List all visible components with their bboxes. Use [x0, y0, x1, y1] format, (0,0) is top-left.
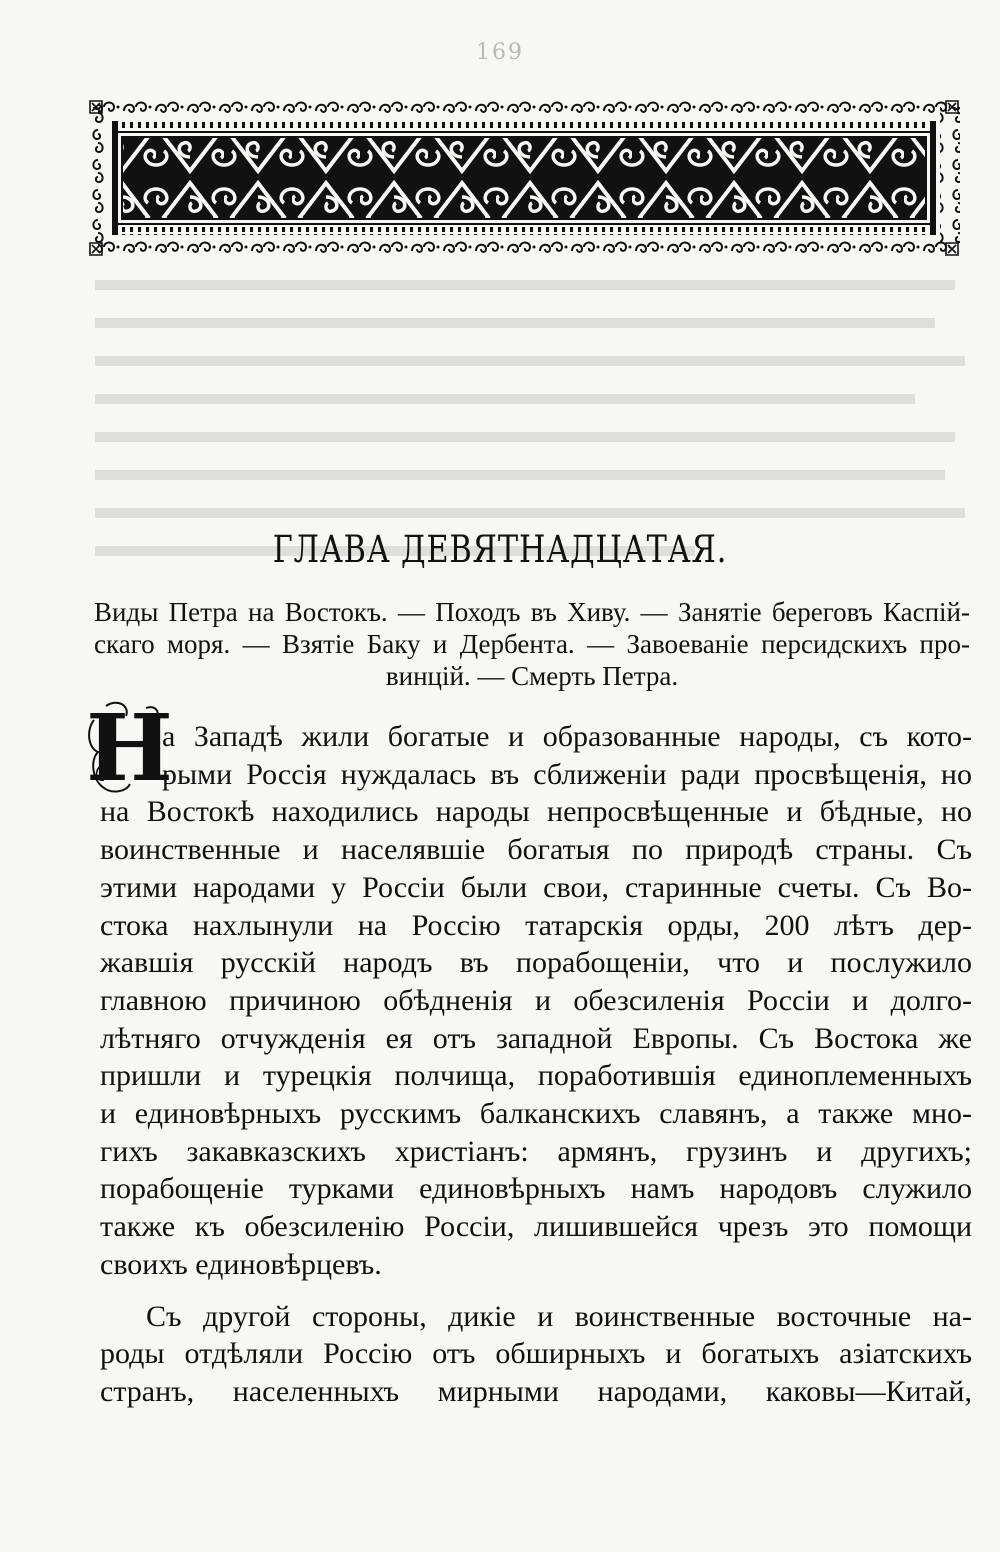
ornamental-headpiece	[88, 97, 960, 259]
text-line: порабощеніе турками единовѣрныхъ намъ народовъ служило	[100, 1172, 972, 1206]
text-line: стока нахлынули на Россію татарскія орды, 200 лѣтъ дер-	[100, 908, 972, 942]
text-line: воинственные и населявшіе богатыя по природѣ страны. Съ	[100, 833, 972, 867]
text-line: главною причиною обѣдненія и обезсиленія Россіи и долго-	[100, 983, 972, 1017]
text-line: также къ обезсиленію Россіи, лишившейся чрезъ это помощи	[100, 1210, 972, 1244]
text-line: а Западѣ жили богатые и образованные народы, съ кото-	[162, 720, 972, 753]
text-line: лѣтняго отчужденія ея отъ западной Европы. Съ Востока же	[100, 1021, 972, 1055]
text-line: Съ другой стороны, дикіе и воинственные восточные на-	[146, 1299, 972, 1333]
chapter-summary	[94, 596, 970, 692]
summary-line: скаго моря. — Взятіе Баку и Дербента. — Завоеваніе персидскихъ про-	[94, 629, 970, 659]
body-text	[100, 718, 972, 1411]
chapter-title: ГЛАВА ДЕВЯТНАДЦАТАЯ.	[272, 528, 728, 571]
text-line: этими народами у Россіи были свои, старинные счеты. Съ Во-	[100, 870, 972, 904]
page-number: 169	[476, 40, 524, 65]
text-line: своихъ единовѣрцевъ.	[100, 1247, 382, 1281]
paragraph-gap	[100, 1284, 972, 1298]
text-line: пришли и турецкія полчища, поработившія единоплеменныхъ	[100, 1059, 972, 1093]
summary-line: винцій. — Смерть Петра.	[385, 661, 679, 691]
summary-line: Виды Петра на Востокъ. — Походъ въ Хиву. — Занятіе береговъ Каспій-	[94, 597, 970, 627]
text-line: на Востокѣ находились народы непросвѣщенные и бѣдные, но	[100, 795, 972, 829]
text-line: странъ, населенныхъ мирными народами, каковы—Китай,	[100, 1374, 972, 1408]
drop-cap-letter: Н	[86, 694, 173, 802]
text-line: и единовѣрныхъ русскимъ балканскихъ славянъ, а также мно-	[100, 1097, 972, 1131]
text-line: роды отдѣляли Россію отъ обширныхъ и богатыхъ азіатскихъ	[100, 1337, 972, 1371]
text-line: жавшія русскій народъ въ порабощеніи, что и послужило	[100, 946, 972, 980]
text-line: гихъ закавказскихъ христіанъ: армянъ, грузинъ и другихъ;	[100, 1134, 972, 1168]
text-line: рыми Россія нуждалась въ сближеніи ради просвѣщенія, но	[162, 757, 972, 791]
